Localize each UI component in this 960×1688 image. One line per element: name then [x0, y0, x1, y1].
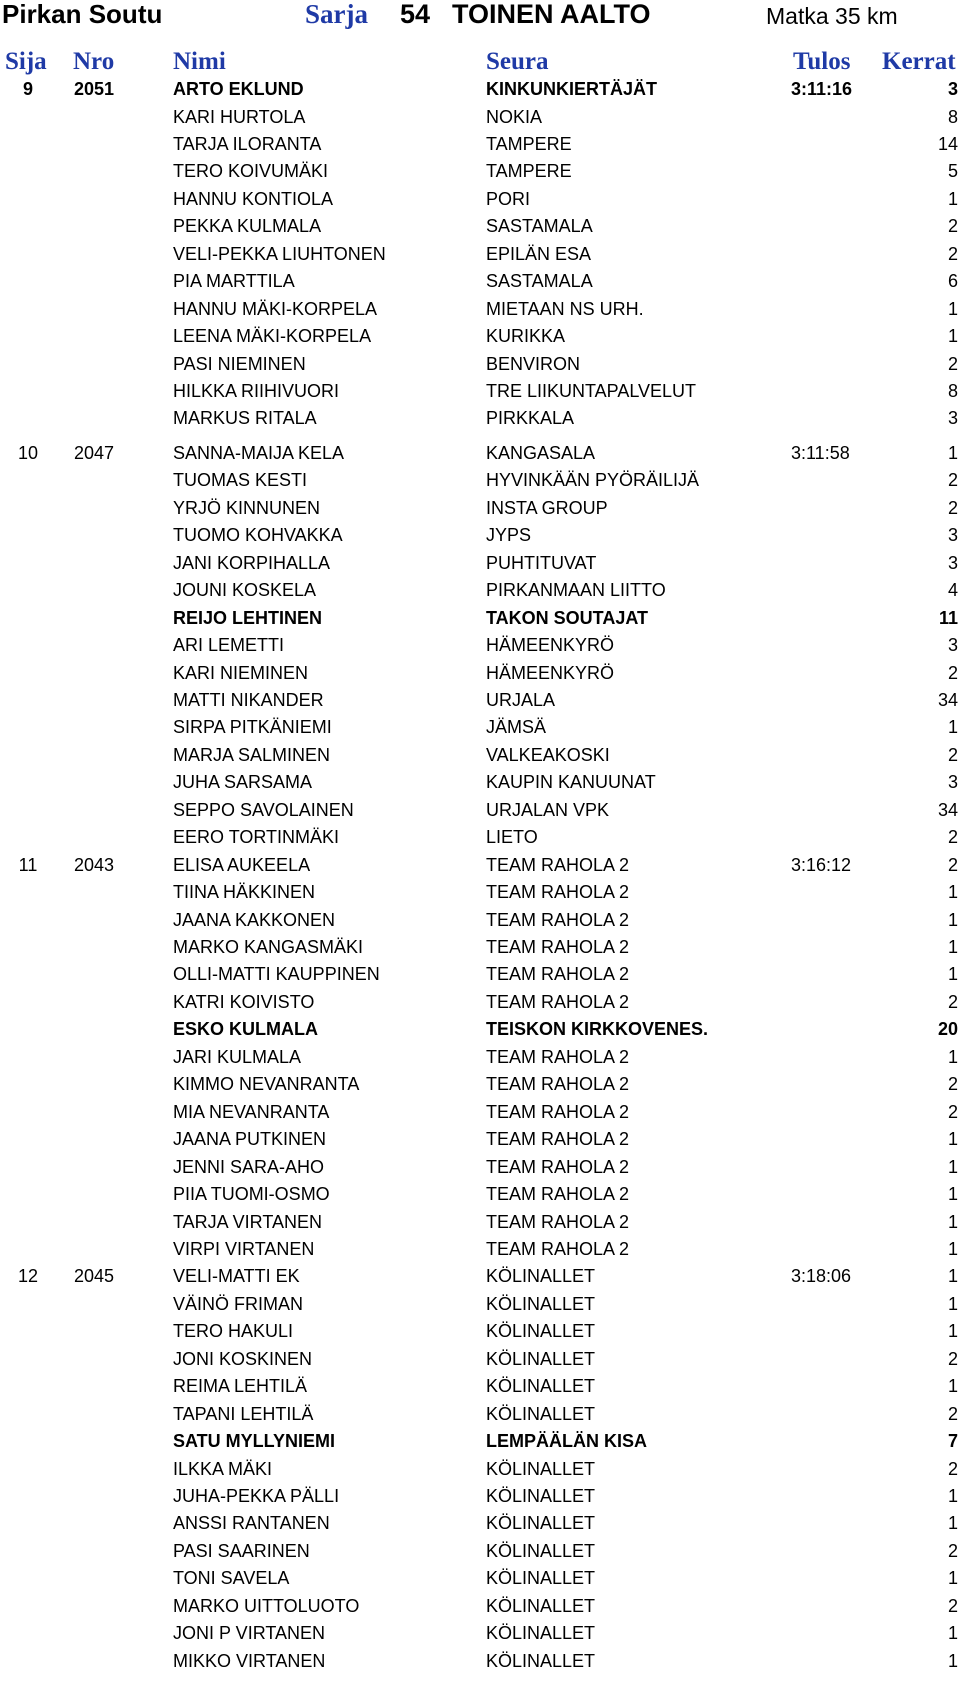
table-row [0, 495, 960, 522]
table-row [0, 907, 960, 934]
table-row [0, 879, 960, 906]
cell-kerrat: 1 [947, 298, 958, 319]
table-row [0, 1318, 960, 1345]
cell-nimi: YRJÖ KINNUNEN [173, 497, 321, 518]
cell-nimi: PEKKA KULMALA [173, 216, 322, 237]
cell-kerrat: 4 [947, 580, 958, 601]
col-header-tulos: Tulos [793, 48, 851, 75]
cell-seura: PIRKKALA [486, 408, 575, 429]
cell-seura: KÖLINALLET [486, 1348, 596, 1369]
cell-kerrat: 1 [947, 964, 958, 985]
cell-nimi: TUOMAS KESTI [173, 470, 308, 491]
cell-seura: TEAM RAHOLA 2 [486, 1211, 630, 1232]
cell-nimi: ESKO KULMALA [173, 1019, 318, 1040]
cell-nimi: ARI LEMETTI [173, 635, 285, 655]
table-row [0, 852, 960, 879]
cell-nimi: JONI KOSKINEN [173, 1348, 313, 1369]
cell-kerrat: 3 [947, 772, 958, 793]
distance: Matka 35 km [766, 3, 898, 29]
cell-nimi: KATRI KOIVISTO [173, 991, 315, 1012]
cell-nimi: TARJA VIRTANEN [173, 1211, 323, 1232]
cell-seura: KÖLINALLET [486, 1321, 596, 1342]
table-row [0, 1181, 960, 1208]
cell-nimi: TUOMO KOHVAKKA [173, 525, 343, 546]
table-row [0, 1648, 960, 1675]
cell-nimi: SIRPA PITKÄNIEMI [173, 717, 332, 738]
cell-tulos: 3:11:16 [791, 79, 853, 99]
table-row [0, 687, 960, 714]
cell-nimi: MARKO UITTOLUOTO [173, 1595, 360, 1616]
cell-seura: KÖLINALLET [486, 1266, 596, 1287]
cell-kerrat: 2 [947, 991, 958, 1012]
cell-nimi: VELI-MATTI EK [173, 1266, 300, 1287]
cell-nimi: SATU MYLLYNIEMI [173, 1431, 336, 1452]
col-header-seura: Seura [486, 48, 549, 75]
cell-nimi: ILKKA MÄKI [173, 1458, 273, 1479]
table-row [0, 605, 960, 632]
cell-kerrat: 1 [947, 326, 958, 346]
cell-kerrat: 1 [947, 1156, 958, 1177]
cell-kerrat: 2 [947, 827, 958, 848]
cell-kerrat: 2 [947, 470, 958, 491]
cell-nimi: JUHA SARSAMA [173, 772, 313, 793]
series-name: TOINEN AALTO [452, 0, 651, 29]
cell-nimi: TERO HAKULI [173, 1321, 294, 1342]
cell-nimi: HILKKA RIIHIVUORI [173, 380, 340, 401]
cell-kerrat: 1 [947, 1568, 958, 1589]
cell-nimi: EERO TORTINMÄKI [173, 827, 340, 848]
cell-seura: TEAM RAHOLA 2 [486, 1184, 630, 1204]
cell-nimi: JAANA KAKKONEN [173, 909, 336, 930]
cell-seura: KÖLINALLET [486, 1650, 596, 1671]
table-row [0, 1126, 960, 1153]
table-row [0, 1565, 960, 1592]
cell-sija: 11 [18, 854, 38, 875]
cell-kerrat: 1 [947, 1623, 958, 1644]
cell-kerrat: 2 [947, 1540, 958, 1561]
cell-nimi: JENNI SARA-AHO [173, 1156, 325, 1177]
cell-seura: TEAM RAHOLA 2 [486, 854, 630, 875]
cell-kerrat: 2 [947, 1403, 958, 1424]
cell-kerrat: 1 [947, 1513, 958, 1534]
cell-seura: KÖLINALLET [486, 1568, 596, 1589]
cell-nimi: VIRPI VIRTANEN [173, 1238, 315, 1259]
cell-seura: TEAM RAHOLA 2 [486, 1129, 630, 1150]
cell-seura: TAMPERE [486, 161, 572, 182]
table-row [0, 76, 960, 103]
cell-kerrat: 1 [947, 1238, 958, 1259]
cell-seura: SASTAMALA [486, 216, 593, 237]
table-row [0, 1401, 960, 1428]
cell-seura: TEAM RAHOLA 2 [486, 882, 630, 903]
cell-seura: KÖLINALLET [486, 1623, 596, 1644]
table-row [0, 742, 960, 769]
cell-seura: TEAM RAHOLA 2 [486, 909, 630, 930]
cell-seura: KURIKKA [486, 326, 566, 346]
table-row [0, 989, 960, 1016]
table-row [0, 1456, 960, 1483]
series-number: 54 [400, 0, 431, 29]
cell-seura: LIETO [486, 827, 538, 848]
cell-nimi: REIMA LEHTILÄ [173, 1376, 308, 1397]
cell-seura: PUHTITUVAT [486, 552, 597, 573]
cell-nro: 2045 [74, 1266, 115, 1287]
cell-nimi: TERO KOIVUMÄKI [173, 161, 329, 182]
cell-nimi: KARI HURTOLA [173, 106, 306, 127]
table-row [0, 323, 960, 350]
cell-kerrat: 2 [947, 243, 958, 264]
table-row [0, 961, 960, 988]
cell-nimi: TARJA ILORANTA [173, 133, 322, 154]
table-row [0, 296, 960, 323]
cell-kerrat: 2 [947, 854, 958, 875]
table-row [0, 1236, 960, 1263]
table-row [0, 1373, 960, 1400]
cell-seura: TEAM RAHOLA 2 [486, 1101, 630, 1122]
cell-kerrat: 5 [947, 161, 958, 182]
table-row [0, 522, 960, 549]
cell-nimi: TIINA HÄKKINEN [173, 882, 316, 903]
cell-nimi: ANSSI RANTANEN [173, 1513, 330, 1534]
cell-seura: TEAM RAHOLA 2 [486, 1156, 630, 1177]
cell-seura: KAUPIN KANUUNAT [486, 772, 656, 793]
cell-seura: KÖLINALLET [486, 1403, 596, 1424]
table-row [0, 213, 960, 240]
cell-nimi: SEPPO SAVOLAINEN [173, 799, 354, 820]
col-header-sija: Sija [5, 48, 47, 75]
table-row [0, 934, 960, 961]
cell-kerrat: 2 [947, 1458, 958, 1479]
cell-seura: KÖLINALLET [486, 1540, 596, 1561]
table-row [0, 1620, 960, 1647]
cell-kerrat: 2 [947, 353, 958, 374]
cell-seura: URJALA [486, 689, 556, 710]
cell-nro: 2043 [74, 854, 115, 875]
cell-nro: 2051 [74, 79, 115, 99]
cell-kerrat: 1 [947, 1486, 958, 1506]
cell-seura: NOKIA [486, 106, 543, 127]
table-row [0, 1483, 960, 1510]
table-row [0, 104, 960, 131]
cell-kerrat: 1 [947, 717, 958, 738]
cell-nimi: JAANA PUTKINEN [173, 1129, 327, 1150]
cell-kerrat: 2 [947, 497, 958, 518]
table-row [0, 714, 960, 741]
table-row [0, 769, 960, 796]
cell-seura: HÄMEENKYRÖ [486, 662, 615, 683]
cell-nimi: HANNU KONTIOLA [173, 188, 334, 209]
cell-nimi: TONI SAVELA [173, 1568, 290, 1589]
cell-nimi: MATTI NIKANDER [173, 689, 324, 710]
cell-nimi: MARKUS RITALA [173, 408, 317, 429]
table-row [0, 1263, 960, 1290]
cell-seura: TEAM RAHOLA 2 [486, 991, 630, 1012]
cell-kerrat: 14 [937, 133, 958, 154]
cell-kerrat: 3 [947, 635, 958, 655]
cell-seura: TEAM RAHOLA 2 [486, 1238, 630, 1259]
table-row [0, 1071, 960, 1098]
cell-seura: TAKON SOUTAJAT [486, 607, 648, 628]
table-row [0, 131, 960, 158]
cell-seura: EPILÄN ESA [486, 243, 592, 264]
cell-seura: JYPS [486, 525, 532, 546]
cell-kerrat: 6 [947, 271, 958, 292]
cell-kerrat: 1 [947, 1293, 958, 1314]
cell-sija: 10 [17, 442, 39, 463]
table-row [0, 1209, 960, 1236]
cell-seura: HÄMEENKYRÖ [486, 635, 615, 655]
col-header-kerrat: Kerrat [882, 48, 956, 75]
cell-seura: TEAM RAHOLA 2 [486, 964, 630, 985]
cell-seura: LEMPÄÄLÄN KISA [486, 1431, 647, 1452]
table-row [0, 1428, 960, 1455]
cell-seura: URJALAN VPK [486, 799, 610, 820]
cell-tulos: 3:16:12 [791, 854, 852, 875]
table-row [0, 1593, 960, 1620]
cell-kerrat: 2 [947, 1348, 958, 1369]
cell-nimi: JOUNI KOSKELA [173, 580, 317, 601]
cell-seura: KANGASALA [486, 442, 596, 463]
cell-nimi: ELISA AUKEELA [173, 854, 311, 875]
cell-nimi: ARTO EKLUND [173, 79, 304, 99]
cell-seura: MIETAAN NS URH. [486, 298, 644, 319]
cell-nimi: VELI-PEKKA LIUHTONEN [173, 243, 386, 264]
cell-sija: 12 [17, 1266, 39, 1287]
cell-nimi: LEENA MÄKI-KORPELA [173, 326, 372, 346]
cell-kerrat: 2 [947, 1101, 958, 1122]
cell-nimi: MIA NEVANRANTA [173, 1101, 330, 1122]
table-row [0, 1346, 960, 1373]
cell-tulos: 3:18:06 [791, 1266, 852, 1287]
cell-kerrat: 2 [947, 1074, 958, 1095]
table-row [0, 632, 960, 659]
cell-seura: KÖLINALLET [486, 1513, 596, 1534]
cell-seura: INSTA GROUP [486, 497, 608, 518]
cell-kerrat: 2 [947, 1595, 958, 1616]
cell-nimi: JONI P VIRTANEN [173, 1623, 326, 1644]
table-row [0, 1016, 960, 1043]
table-row [0, 1510, 960, 1537]
cell-kerrat: 34 [937, 689, 958, 710]
table-row [0, 824, 960, 851]
cell-kerrat: 8 [947, 380, 958, 401]
event-title: Pirkan Soutu [2, 0, 163, 29]
column-headers [0, 46, 960, 80]
cell-seura: HYVINKÄÄN PYÖRÄILIJÄ [486, 470, 700, 491]
cell-seura: TRE LIIKUNTAPALVELUT [486, 380, 697, 401]
page-header [0, 0, 960, 30]
cell-nimi: MARKO KANGASMÄKI [173, 937, 364, 957]
cell-seura: KÖLINALLET [486, 1458, 596, 1479]
cell-nimi: PIA MARTTILA [173, 271, 295, 292]
series-label: Sarja [305, 0, 368, 29]
cell-nimi: JANI KORPIHALLA [173, 552, 331, 573]
cell-seura: TEAM RAHOLA 2 [486, 1046, 630, 1067]
cell-nimi: KIMMO NEVANRANTA [173, 1074, 360, 1095]
cell-nimi: VÄINÖ FRIMAN [173, 1293, 304, 1314]
cell-nimi: MIKKO VIRTANEN [173, 1650, 326, 1671]
table-row [0, 378, 960, 405]
cell-seura: PORI [486, 188, 531, 209]
cell-kerrat: 1 [947, 1184, 958, 1204]
cell-kerrat: 1 [947, 1046, 958, 1067]
table-row [0, 158, 960, 185]
cell-sija: 9 [22, 79, 33, 99]
cell-seura: TEISKON KIRKKOVENES. [486, 1019, 709, 1040]
cell-kerrat: 1 [947, 1266, 958, 1287]
table-row [0, 241, 960, 268]
cell-nimi: PASI SAARINEN [173, 1540, 310, 1561]
cell-kerrat: 1 [947, 1376, 958, 1397]
cell-seura: TAMPERE [486, 133, 572, 154]
table-row [0, 577, 960, 604]
cell-kerrat: 1 [947, 1129, 958, 1150]
table-row [0, 440, 960, 467]
table-row [0, 467, 960, 494]
cell-nimi: REIJO LEHTINEN [173, 607, 323, 628]
table-row [0, 1044, 960, 1071]
cell-kerrat: 2 [947, 744, 958, 765]
cell-kerrat: 1 [947, 909, 958, 930]
table-row [0, 1154, 960, 1181]
cell-seura: KÖLINALLET [486, 1293, 596, 1314]
cell-kerrat: 2 [947, 216, 958, 237]
table-row [0, 268, 960, 295]
cell-kerrat: 3 [947, 79, 958, 99]
cell-nimi: HANNU MÄKI-KORPELA [173, 298, 378, 319]
table-row [0, 351, 960, 378]
cell-seura: PIRKANMAAN LIITTO [486, 580, 666, 601]
cell-kerrat: 1 [947, 937, 958, 957]
cell-seura: KÖLINALLET [486, 1486, 596, 1506]
cell-kerrat: 8 [947, 106, 958, 127]
cell-nimi: SANNA-MAIJA KELA [173, 442, 345, 463]
cell-kerrat: 3 [947, 552, 958, 573]
cell-kerrat: 1 [947, 1650, 958, 1671]
cell-seura: TEAM RAHOLA 2 [486, 1074, 630, 1095]
cell-kerrat: 11 [938, 607, 958, 628]
cell-kerrat: 1 [947, 882, 958, 903]
cell-nimi: MARJA SALMINEN [173, 744, 331, 765]
table-row [0, 1291, 960, 1318]
cell-seura: JÄMSÄ [486, 717, 547, 738]
cell-seura: BENVIRON [486, 353, 581, 374]
cell-kerrat: 1 [947, 1211, 958, 1232]
table-row [0, 405, 960, 432]
table-row [0, 550, 960, 577]
cell-seura: KÖLINALLET [486, 1595, 596, 1616]
cell-nro: 2047 [74, 442, 115, 463]
cell-kerrat: 3 [947, 408, 958, 429]
cell-kerrat: 1 [947, 442, 958, 463]
cell-nimi: OLLI-MATTI KAUPPINEN [173, 964, 380, 985]
cell-nimi: KARI NIEMINEN [173, 662, 309, 683]
cell-nimi: JUHA-PEKKA PÄLLI [173, 1486, 340, 1506]
cell-seura: VALKEAKOSKI [486, 744, 610, 765]
cell-kerrat: 20 [937, 1019, 958, 1040]
table-row [0, 186, 960, 213]
cell-kerrat: 1 [947, 188, 958, 209]
table-row [0, 1538, 960, 1565]
table-row [0, 797, 960, 824]
cell-kerrat: 3 [947, 525, 958, 546]
table-row [0, 660, 960, 687]
cell-nimi: PIIA TUOMI-OSMO [173, 1184, 330, 1204]
col-header-nro: Nro [73, 48, 115, 75]
cell-nimi: PASI NIEMINEN [173, 353, 306, 374]
col-header-nimi: Nimi [173, 48, 226, 75]
cell-seura: KINKUNKIERTÄJÄT [486, 79, 657, 99]
cell-kerrat: 2 [947, 662, 958, 683]
cell-kerrat: 34 [937, 799, 958, 820]
cell-seura: TEAM RAHOLA 2 [486, 937, 630, 957]
cell-kerrat: 1 [947, 1321, 958, 1342]
cell-nimi: JARI KULMALA [173, 1046, 302, 1067]
cell-tulos: 3:11:58 [791, 442, 850, 463]
cell-seura: SASTAMALA [486, 271, 593, 292]
table-row [0, 1099, 960, 1126]
cell-seura: KÖLINALLET [486, 1376, 596, 1397]
cell-kerrat: 7 [947, 1431, 958, 1452]
cell-nimi: TAPANI LEHTILÄ [173, 1403, 314, 1424]
